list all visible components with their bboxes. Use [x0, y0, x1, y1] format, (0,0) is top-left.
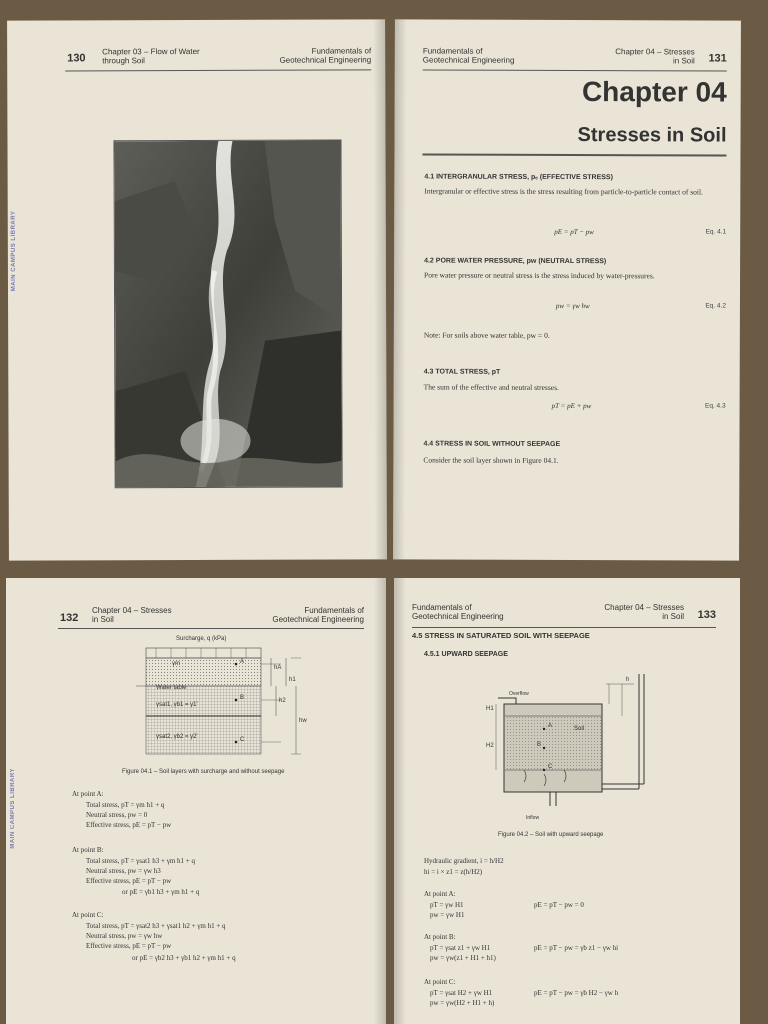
point-c-left: pw = γw(H2 + H1 + h): [430, 999, 495, 1007]
point-a-right: pE = pT − pw = 0: [534, 901, 584, 909]
section-text: Pore water pressure or neutral stress is the stress induced by water-pressures.: [424, 270, 655, 281]
point-b-title: At point B:: [424, 933, 456, 941]
page-133: [394, 578, 740, 1024]
figure-label-surcharge: Surcharge, q (kPa): [176, 636, 227, 642]
point-a-left: pw = γw H1: [430, 911, 465, 919]
figure-label-h1: h1: [289, 677, 296, 683]
figure-label-soil: Soil: [574, 726, 585, 732]
figure-label-h2: h2: [279, 698, 286, 704]
point-b-line: Effective stress, pE = pT − pw: [86, 877, 172, 885]
point-c-line: or pE = γb2 h3 + γb1 h2 + γm h1 + q: [132, 954, 236, 962]
page-gutter: [373, 19, 387, 559]
section-text: The sum of the effective and neutral stresses.: [423, 382, 559, 392]
gradient-line: hi = i × z1 = z(h/H2): [424, 868, 483, 876]
equation: pw = γw hw: [555, 301, 590, 311]
running-header-left: Chapter 03 – Flow of Water through Soil: [102, 46, 200, 66]
figure-label-overflow: Overflow: [509, 691, 529, 697]
section-text: Consider the soil layer shown in Figure 04.1.: [423, 455, 559, 465]
page-132: [6, 578, 386, 1024]
figure-label-layer-3: γsat2, γb2 = γ2': [156, 734, 198, 740]
page-number: 131: [708, 52, 727, 65]
figure-label-point-a: A: [548, 723, 553, 729]
header-rule: [412, 627, 716, 628]
chapter-title: Chapter 04: [581, 76, 727, 108]
library-stamp: MAIN CAMPUS LIBRARY: [10, 210, 18, 292]
point-a-line: Neutral stress, pw = 0: [86, 811, 148, 819]
figure-label-layer-2: γsat1, γb1 = γ1': [156, 702, 198, 708]
figure-label-layer-1: γm: [172, 661, 180, 667]
point-b-line: or pE = γb1 h3 + γm h1 + q: [122, 888, 200, 896]
equation: pT = pE + pw: [551, 401, 592, 411]
section-heading: 4.2 PORE WATER PRESSURE, pw (NEUTRAL STRESS): [424, 257, 607, 266]
section-heading: 4.4 STRESS IN SOIL WITHOUT SEEPAGE: [423, 440, 561, 448]
running-header-left: Fundamentals of Geotechnical Engineering: [422, 46, 515, 65]
section-heading: 4.3 TOTAL STRESS, pT: [423, 368, 501, 376]
page-number: 132: [60, 612, 79, 624]
figure-label-h1: H1: [486, 706, 494, 712]
figure-label-inflow: Inflow: [526, 815, 540, 821]
point-b-left: pw = γw(z1 + H1 + h1): [430, 954, 496, 962]
point-a-left: pT = γw H1: [430, 901, 464, 909]
running-header-right: Fundamentals of Geotechnical Engineering: [279, 46, 372, 65]
section-text: Intergranular or effective stress is the stress resulting from particle-to-particle contact of soil.: [424, 186, 703, 197]
point-a-line: Effective stress, pE = pT − pw: [86, 821, 172, 829]
figure-label-point-a: A: [240, 659, 245, 665]
point-b-left: pT = γsat z1 + γw H1: [430, 944, 491, 952]
running-header-right: Chapter 04 – Stresses in Soil: [615, 47, 695, 66]
library-stamp: MAIN CAMPUS LIBRARY: [10, 768, 16, 849]
figure-label-h2: H2: [486, 743, 494, 749]
page-number: 130: [67, 52, 86, 65]
figure-label-point-c: C: [240, 737, 245, 743]
point-c-title: At point C:: [72, 911, 104, 919]
point-b-line: Total stress, pT = γsat1 h3 + γm h1 + q: [86, 857, 195, 865]
section-heading: 4.1 INTERGRANULAR STRESS, pₑ (EFFECTIVE STRESS): [424, 173, 613, 182]
figure-caption: Figure 04.1 – Soil layers with surcharge and without seepage: [122, 769, 285, 775]
waterfall-photo: [113, 139, 342, 488]
page-131: [393, 19, 741, 560]
equation-number: Eq. 4.3: [704, 402, 726, 410]
point-c-line: Effective stress, pE = pT − pw: [86, 942, 172, 950]
page-130: [7, 19, 387, 560]
point-a-line: Total stress, pT = γm h1 + q: [86, 801, 165, 809]
running-header-right: Chapter 04 – Stresses in Soil: [604, 603, 684, 621]
point-c-title: At point C:: [424, 978, 456, 986]
running-header-right: Fundamentals of Geotechnical Engineering: [272, 606, 364, 624]
point-a-title: At point A:: [72, 790, 104, 798]
page-gutter: [393, 19, 407, 559]
note-text: Note: For soils above water table, pw = 0.: [423, 330, 550, 340]
title-rule: [422, 153, 726, 156]
page-gutter: [394, 578, 406, 1024]
point-c-line: Neutral stress, pw = γw hw: [86, 932, 163, 940]
point-b-right: pE = pT − pw = γb z1 − γw hi: [534, 944, 619, 952]
header-rule: [58, 628, 364, 629]
point-b-title: At point B:: [72, 846, 104, 854]
figure-label-point-c: C: [548, 764, 553, 770]
point-c-line: Total stress, pT = γsat2 h3 + γsat1 h2 + γm h1 + q: [86, 922, 226, 930]
equation-number: Eq. 4.1: [705, 228, 727, 236]
equation: pE = pT − pw: [554, 227, 594, 237]
gradient-line: Hydraulic gradient, i = h/H2: [424, 857, 504, 865]
header-rule: [65, 69, 371, 71]
point-a-title: At point A:: [424, 890, 456, 898]
header-rule: [423, 69, 727, 71]
subsection-heading: 4.5.1 UPWARD SEEPAGE: [424, 651, 508, 658]
page-number: 133: [697, 609, 716, 621]
figure-label-point-b: B: [537, 742, 542, 748]
section-heading: 4.5 STRESS IN SATURATED SOIL WITH SEEPAGE: [412, 631, 590, 640]
figure-caption: Figure 04.2 – Soil with upward seepage: [498, 832, 604, 838]
figure-label-point-b: B: [240, 695, 245, 701]
equation-number: Eq. 4.2: [705, 302, 726, 310]
figure-label-h: h: [626, 677, 630, 683]
figure-label-water-table: Water table: [156, 685, 187, 691]
page-gutter: [374, 578, 386, 1024]
chapter-subtitle: Stresses in Soil: [577, 124, 727, 147]
running-header-left: Fundamentals of Geotechnical Engineering: [412, 603, 504, 621]
point-c-right: pE = pT − pw = γb H2 − γw h: [534, 989, 619, 997]
running-header-left: Chapter 04 – Stresses in Soil: [92, 606, 172, 624]
figure-label-hw: hw: [299, 718, 307, 724]
point-b-line: Neutral stress, pw = γw h3: [86, 867, 161, 875]
figure-label-ha: hA: [274, 665, 282, 671]
point-c-left: pT = γsat H2 + γw H1: [430, 989, 493, 997]
